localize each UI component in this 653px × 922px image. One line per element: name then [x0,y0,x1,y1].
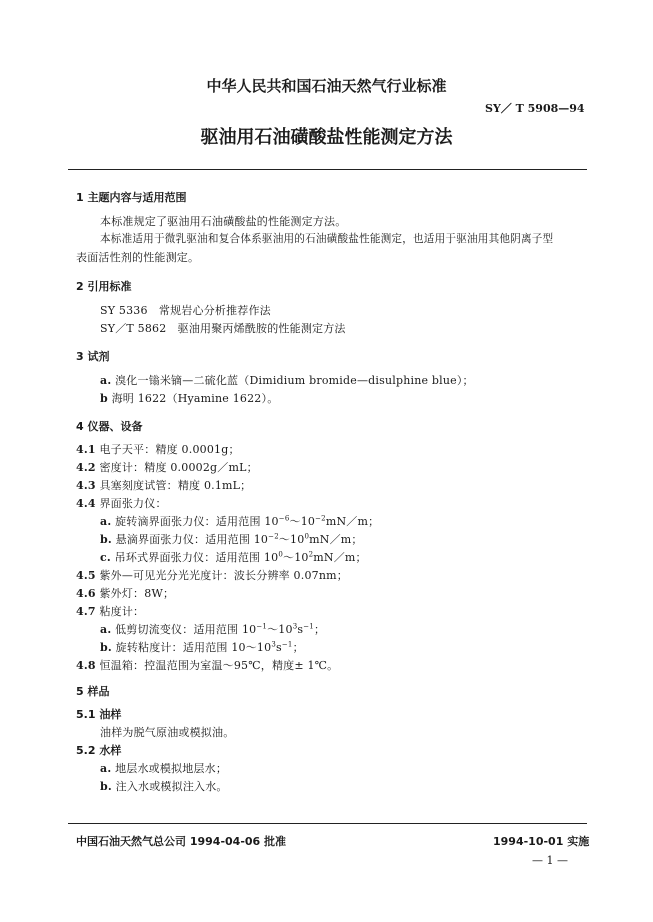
item-4-4-text: 界面张力仪： [99,497,167,510]
reagent-b-text: 海明 1622（Hyamine 1622）。 [111,392,279,405]
approval-note: 中国石油天然气总公司 1994-04-06 批准 [76,835,287,848]
item-4-4-a-mid: ～10 [289,515,316,528]
water-sample-a [100,760,227,776]
item-4-4-c [100,549,367,565]
water-sample-b-label: b. [100,780,112,793]
subsection-5-2-heading: 5.2 水样 [76,744,122,757]
reference-1: SY 5336 常规岩心分析推荐作法 [100,304,271,317]
item-4-4-c-label: c. [100,551,111,564]
reagent-a [100,372,474,388]
item-4-1-number: 4.1 [76,443,96,456]
item-4-4-b-text: 悬滴界面张力仪：适用范围 10 [115,533,269,546]
reagent-b [100,390,278,406]
subsection-5-1-heading: 5.1 油样 [76,708,122,721]
header-divider [68,169,587,170]
section-4-heading: 4 仪器、设备 [76,420,143,433]
item-4-7-a-unit: s [297,623,304,636]
standard-code: SY／ T 5908—94 [485,102,585,115]
item-4-2 [76,459,258,475]
item-4-2-number: 4.2 [76,461,96,474]
item-4-4-a-exp-2: −2 [315,514,326,523]
item-4-7-a-exp-3: −1 [303,622,314,631]
item-4-4-a-unit: mN／m； [325,515,380,528]
item-4-7-a-exp-1: −1 [256,622,268,631]
item-4-7-b-exp-2: −1 [281,640,293,649]
item-4-7-b-exp-1: 3 [271,640,276,649]
item-4-1 [76,441,240,457]
item-4-5-text: 紫外—可见光分光光度计：波长分辨率 0.07nm； [99,569,348,582]
item-4-7-b-label: b. [100,641,112,654]
item-4-4-number: 4.4 [76,497,96,510]
item-4-7-a-mid: ～10 [267,623,293,636]
item-4-4-b-mid: ～10 [278,533,305,546]
item-4-7-b-end: ； [292,641,304,654]
item-4-4-c-text: 吊环式界面张力仪：适用范围 10 [114,551,279,564]
footer-divider [68,823,587,824]
section-1-paragraph-1: 本标准规定了驱油用石油磺酸盐的性能测定方法。 [100,215,347,228]
item-4-7-a-end: ； [313,623,326,636]
item-4-4-c-unit: mN／m； [313,551,367,564]
item-4-3-number: 4.3 [76,479,96,492]
section-2-heading: 2 引用标准 [76,280,132,293]
item-4-2-text: 密度计：精度 0.0002g／mL； [99,461,258,474]
item-4-4-a [100,513,379,529]
item-4-6 [76,585,174,601]
section-5-heading: 5 样品 [76,685,110,698]
reagent-b-label: b [100,392,108,405]
document-title: 驱油用石油磺酸盐性能测定方法 [200,127,453,148]
item-4-7-a [100,621,325,637]
item-4-4-a-label: a. [100,515,112,528]
item-4-3-text: 具塞刻度试管：精度 0.1mL； [99,479,252,492]
item-4-7-b-unit: s [275,641,282,654]
item-4-4-b-exp-1: −2 [268,532,279,541]
item-4-7 [76,603,144,619]
item-4-8-number: 4.8 [76,659,96,672]
section-1-paragraph-2-line-2: 表面活性剂的性能测定。 [76,251,200,264]
item-4-4-b-exp-2: 0 [304,532,310,541]
item-4-4-c-exp-1: 0 [278,550,283,559]
item-4-1-text: 电子天平：精度 0.0001g； [99,443,240,456]
standard-category: 中华人民共和国石油天然气行业标准 [206,77,447,95]
implementation-date: 1994-10-01 实施 [493,835,590,848]
reagent-a-text: 溴化一𬭩米镝—二硫化蓝（Dimidium bromide—disulphine blue）； [115,374,474,387]
item-4-5-number: 4.5 [76,569,96,582]
water-sample-b [100,778,228,794]
item-4-7-text: 粘度计： [99,605,145,618]
water-sample-a-text: 地层水或模拟地层水； [115,762,228,775]
item-4-4-b-label: b. [100,533,112,546]
water-sample-a-label: a. [100,762,112,775]
item-4-8 [76,657,338,673]
item-4-4 [76,495,167,511]
section-1-paragraph-2-line-1: 本标准适用于微乳驱油和复合体系驱油用的石油磺酸盐性能测定，也适用于驱油用其他阴离子型 [100,233,554,245]
section-3-heading: 3 试剂 [76,350,110,363]
reference-2: SY／T 5862 驱油用聚丙烯酰胺的性能测定方法 [100,322,346,335]
item-4-6-text: 紫外灯：8W； [99,587,175,600]
item-4-7-a-exp-2: 3 [292,622,298,631]
subsection-5-1-text: 油样为脱气原油或模拟油。 [100,726,235,739]
item-4-4-c-mid: ～10 [283,551,309,564]
water-sample-b-text: 注入水或模拟注入水。 [115,780,228,793]
item-4-7-a-text: 低剪切流变仪：适用范围 10 [115,623,257,636]
page-number: — 1 — [532,854,568,867]
item-4-4-c-exp-2: 2 [308,550,314,559]
section-1-heading: 1 主题内容与适用范围 [76,191,187,204]
item-4-7-a-label: a. [100,623,112,636]
item-4-4-a-text: 旋转滴界面张力仪：适用范围 10 [115,515,279,528]
item-4-4-a-exp-1: −6 [278,514,290,523]
reagent-a-label: a. [100,374,112,387]
item-4-4-b-unit: mN／m； [309,533,363,546]
item-4-7-number: 4.7 [76,605,96,618]
item-4-4-b [100,531,363,547]
item-4-8-text: 恒温箱：控温范围为室温～95℃，精度± 1℃。 [99,659,339,672]
item-4-3 [76,477,251,493]
item-4-6-number: 4.6 [76,587,96,600]
item-4-7-b [100,639,304,655]
item-4-7-b-text: 旋转粘度计：适用范围 10～10 [115,641,272,654]
item-4-5 [76,567,348,583]
